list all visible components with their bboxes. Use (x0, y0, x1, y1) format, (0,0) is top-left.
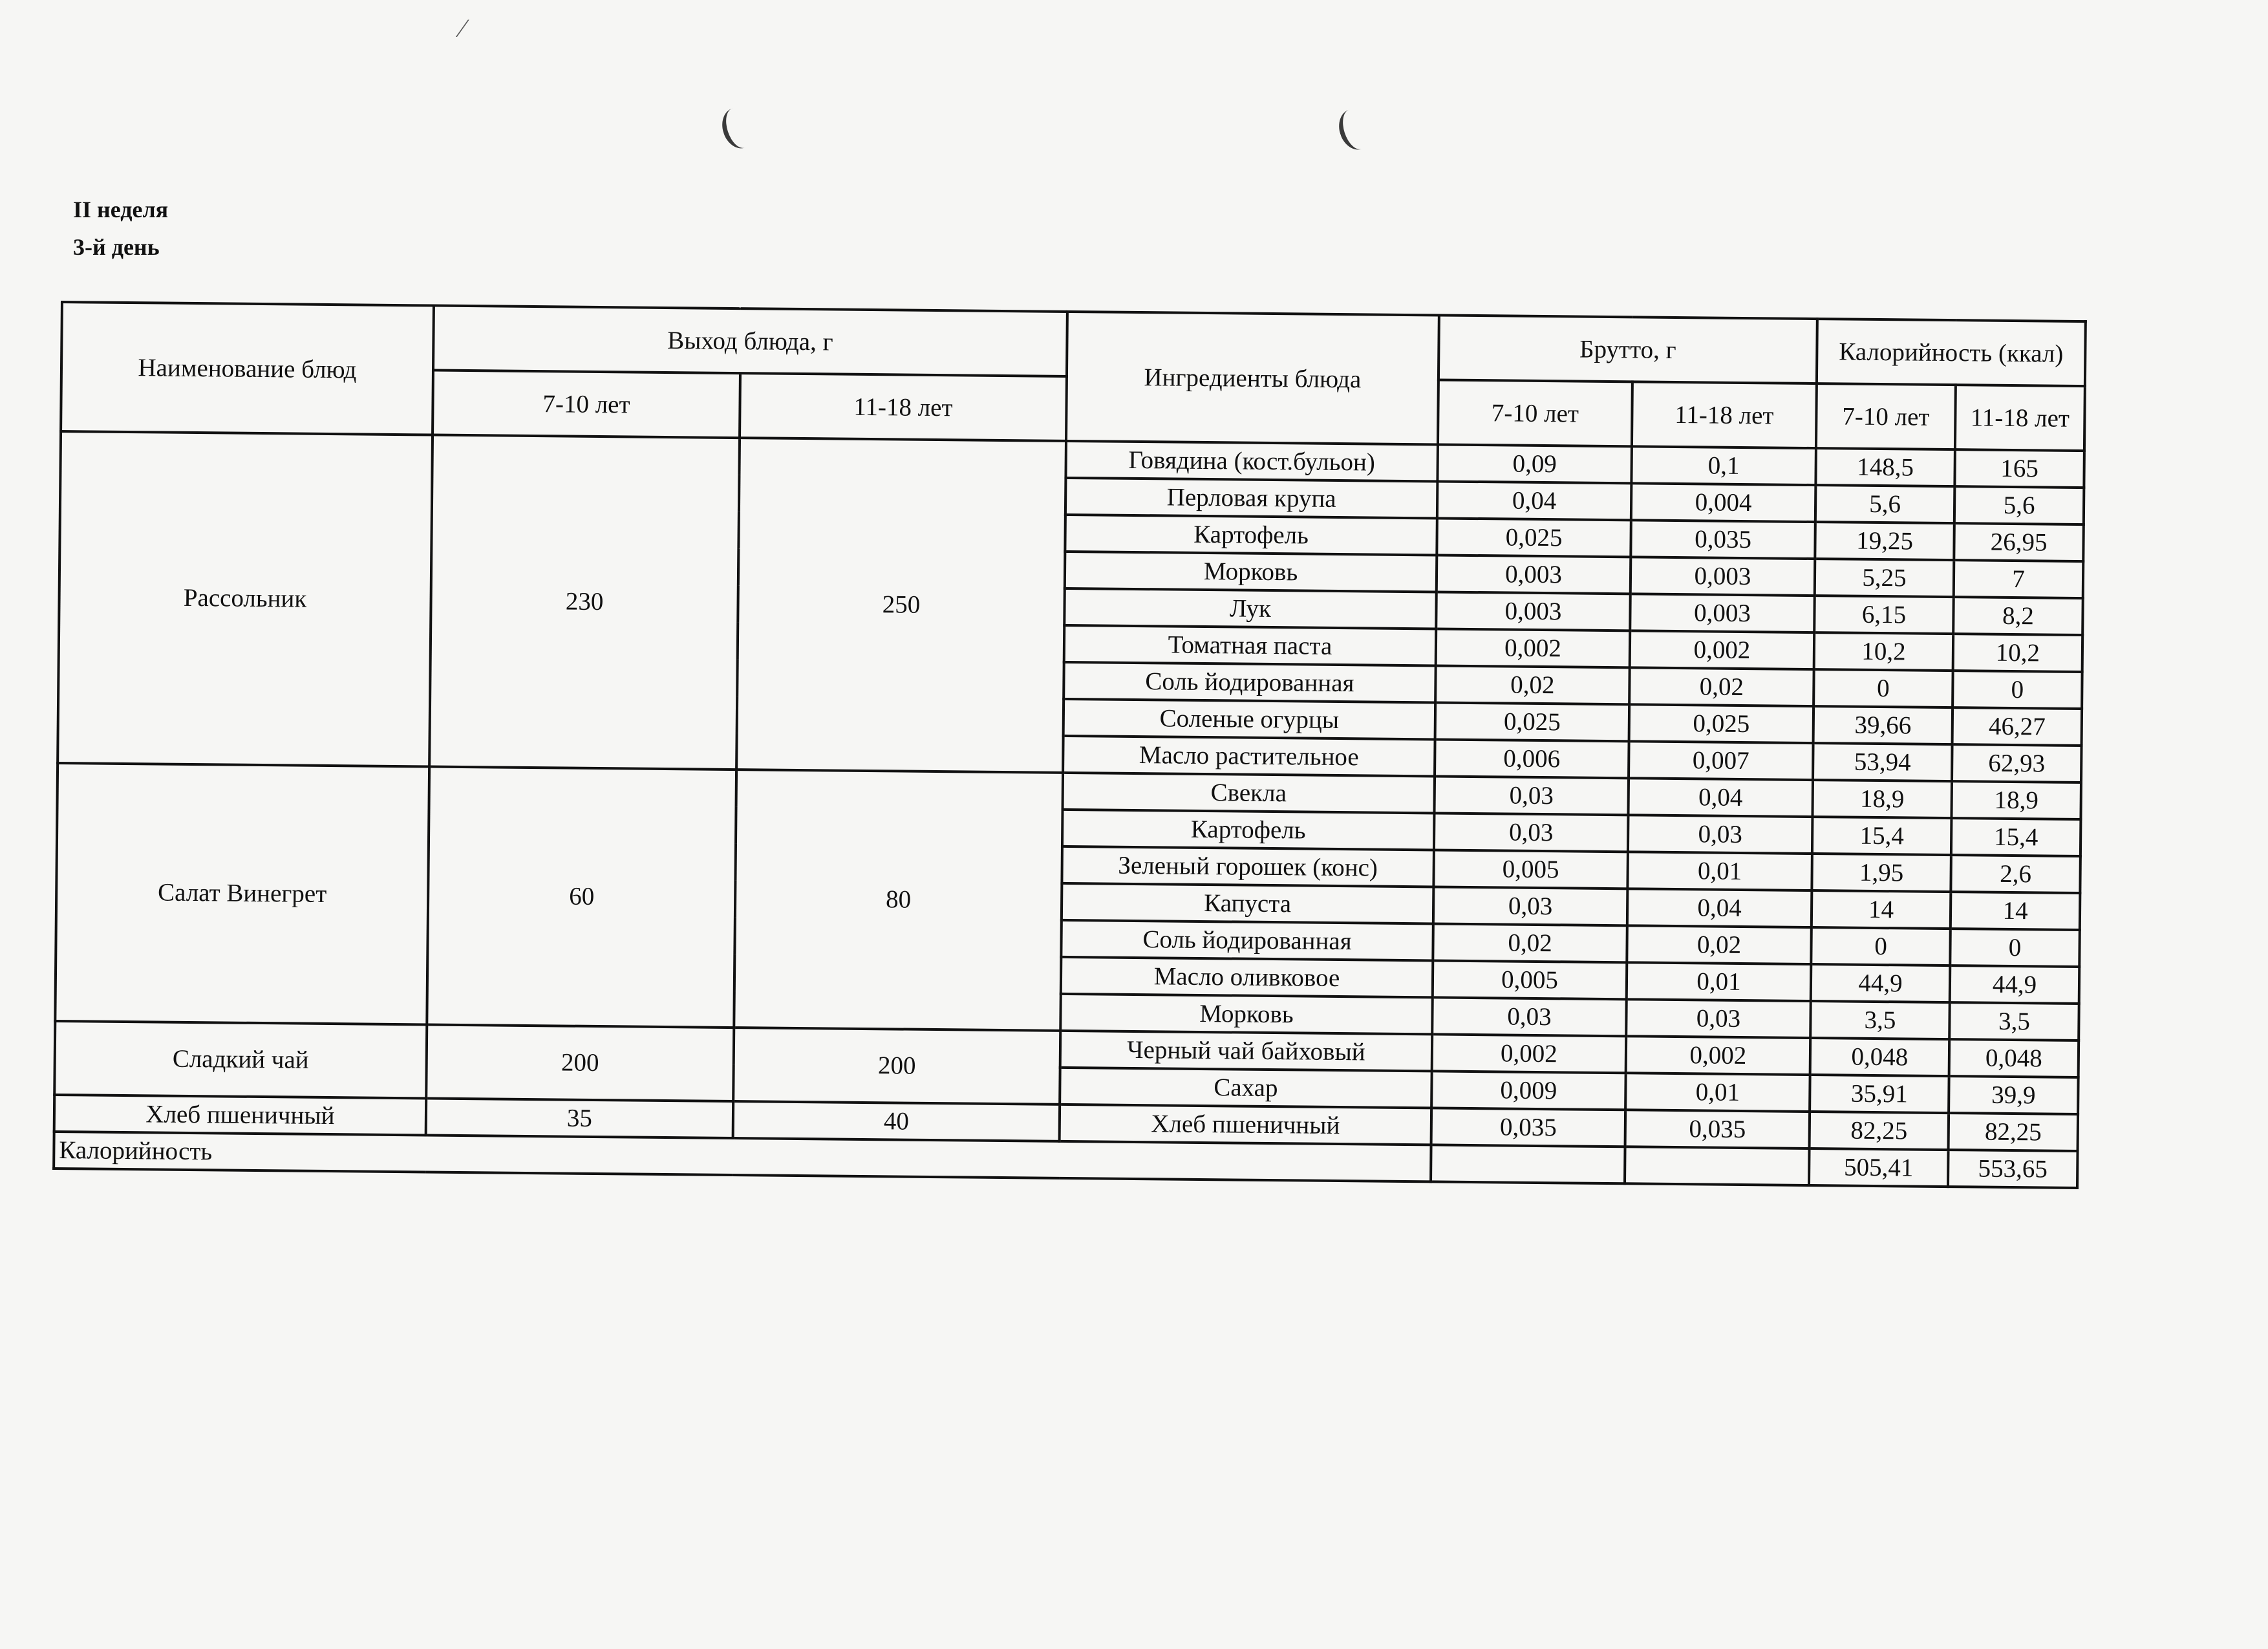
total-kcal-7-10: 505,41 (1809, 1148, 1949, 1187)
ingredient-name: Перловая крупа (1065, 478, 1438, 519)
gross-11-18: 0,002 (1626, 1036, 1811, 1075)
kcal-7-10: 19,25 (1815, 522, 1954, 560)
kcal-11-18: 3,5 (1949, 1002, 2079, 1040)
kcal-7-10: 35,91 (1810, 1075, 1949, 1113)
gross-7-10: 0,003 (1437, 555, 1631, 594)
gross-7-10: 0,04 (1437, 481, 1632, 520)
dish-name: Салат Винегрет (55, 763, 429, 1025)
kcal-11-18: 62,93 (1952, 744, 2082, 782)
kcal-11-18: 10,2 (1953, 634, 2083, 672)
ingredient-name: Свекла (1063, 773, 1435, 814)
gross-11-18: 0,007 (1629, 741, 1813, 780)
kcal-11-18: 5,6 (1954, 486, 2084, 524)
ingredient-name: Лук (1064, 588, 1437, 629)
punch-hole-mark-left (717, 103, 760, 153)
gross-7-10: 0,02 (1433, 923, 1627, 962)
kcal-7-10: 0 (1811, 927, 1951, 965)
ingredient-name: Черный чай байховый (1060, 1031, 1433, 1072)
ingredient-name: Сахар (1060, 1068, 1432, 1108)
kcal-7-10: 148,5 (1815, 448, 1955, 486)
gross-7-10: 0,03 (1432, 997, 1627, 1036)
table-body (54, 431, 2084, 1188)
gross-7-10: 0,025 (1435, 702, 1630, 741)
ingredient-name: Масло оливковое (1061, 957, 1433, 998)
kcal-7-10: 18,9 (1812, 780, 1952, 818)
ingredient-name: Картофель (1065, 515, 1437, 555)
dish-name: Сладкий чай (54, 1021, 427, 1099)
table-header (61, 302, 2086, 451)
gross-11-18: 0,04 (1628, 778, 1813, 817)
kcal-7-10: 0 (1813, 669, 1953, 707)
gross-11-18: 0,01 (1625, 1073, 1810, 1112)
gross-7-10: 0,005 (1433, 850, 1628, 889)
gross-11-18: 0,035 (1625, 1110, 1810, 1148)
kcal-7-10: 39,66 (1813, 706, 1953, 744)
dish-yield-11-18: 200 (733, 1028, 1060, 1105)
kcal-7-10: 5,6 (1815, 485, 1955, 523)
kcal-7-10: 15,4 (1812, 817, 1952, 855)
gross-11-18: 0,002 (1630, 630, 1815, 669)
kcal-7-10: 0,048 (1810, 1038, 1950, 1076)
total-kcal-11-18: 553,65 (1948, 1150, 2078, 1188)
dish-yield-7-10: 60 (427, 767, 736, 1028)
gross-7-10: 0,02 (1435, 665, 1630, 704)
menu-table (52, 301, 2087, 1189)
kcal-7-10: 53,94 (1813, 743, 1952, 781)
ingredient-name: Зеленый горошек (конс) (1062, 846, 1434, 887)
kcal-11-18: 7 (1954, 560, 2084, 598)
gross-11-18: 0,04 (1627, 889, 1812, 927)
gross-11-18: 0,01 (1627, 852, 1812, 890)
yield-age-11-18-header: 11-18 лет (740, 373, 1067, 441)
dish-name-header: Наименование блюд (61, 302, 434, 435)
gross-7-10: 0,03 (1433, 887, 1628, 925)
yield-age-7-10-header: 7-10 лет (433, 371, 740, 438)
ingredients-header: Ингредиенты блюда (1066, 312, 1439, 445)
ingredient-name: Хлеб пшеничный (1060, 1105, 1432, 1145)
kcal-11-18: 14 (1951, 892, 2081, 930)
gross-7-10: 0,03 (1434, 776, 1629, 815)
calories-header: Калорийность (ккал) (1817, 319, 2086, 386)
dish-name: Рассольник (58, 431, 433, 766)
gross-7-10: 0,09 (1437, 444, 1632, 483)
dish-yield-11-18: 40 (733, 1101, 1060, 1141)
kcal-11-18: 18,9 (1951, 781, 2081, 819)
gross-7-10: 0,03 (1434, 813, 1629, 852)
total-label: Калорийность (54, 1132, 1431, 1181)
kcal-11-18: 8,2 (1953, 597, 2083, 635)
gross-11-18: 0,004 (1631, 483, 1816, 522)
gross-11-18: 0,02 (1629, 667, 1814, 706)
dish-yield-7-10: 35 (426, 1098, 734, 1138)
gross-age-11-18-header: 11-18 лет (1632, 382, 1817, 448)
ingredient-name: Соленые огурцы (1064, 699, 1436, 740)
week-heading: II неделя (73, 197, 169, 222)
kcal-11-18: 0 (1952, 671, 2082, 709)
ingredient-name: Картофель (1062, 810, 1435, 850)
ingredient-name: Соль йодированная (1064, 662, 1436, 703)
kcal-11-18: 82,25 (1949, 1113, 2079, 1151)
gross-header: Брутто, г (1439, 315, 1817, 383)
gross-7-10: 0,002 (1436, 629, 1631, 667)
total-gross-11-18 (1625, 1147, 1810, 1185)
kcal-11-18: 39,9 (1949, 1076, 2079, 1114)
gross-11-18: 0,003 (1630, 594, 1815, 632)
gross-7-10: 0,006 (1435, 739, 1629, 778)
ingredient-name: Масло растительное (1063, 736, 1435, 777)
gross-11-18: 0,003 (1631, 557, 1815, 596)
dish-yield-11-18: 250 (736, 438, 1066, 773)
punch-hole-mark-right (1334, 105, 1376, 154)
yield-header: Выход блюда, г (433, 306, 1067, 376)
kcal-11-18: 2,6 (1951, 855, 2081, 893)
gross-7-10: 0,003 (1436, 592, 1631, 630)
kcal-7-10: 44,9 (1811, 964, 1951, 1002)
gross-11-18: 0,01 (1627, 962, 1812, 1001)
kcal-11-18: 15,4 (1951, 818, 2081, 856)
ingredient-name: Морковь (1060, 994, 1433, 1035)
dish-name: Хлеб пшеничный (54, 1095, 427, 1136)
gross-11-18: 0,03 (1628, 815, 1813, 854)
gross-7-10: 0,009 (1431, 1071, 1626, 1110)
ingredient-name: Соль йодированная (1061, 920, 1433, 961)
gross-11-18: 0,03 (1626, 999, 1811, 1038)
gross-11-18: 0,02 (1627, 925, 1812, 964)
kcal-11-18: 0 (1950, 929, 2080, 967)
kcal-11-18: 165 (1954, 449, 2084, 488)
kcal-7-10: 10,2 (1814, 632, 1954, 671)
kcal-11-18: 0,048 (1949, 1039, 2079, 1077)
calories-age-7-10-header: 7-10 лет (1816, 383, 1956, 449)
gross-7-10: 0,005 (1433, 960, 1627, 999)
day-heading: 3-й день (73, 234, 160, 260)
kcal-7-10: 14 (1812, 890, 1951, 929)
dish-yield-7-10: 200 (426, 1024, 734, 1101)
ingredient-name: Капуста (1062, 883, 1434, 924)
scan-speck: ⁄ (460, 14, 465, 43)
kcal-7-10: 1,95 (1812, 854, 1951, 892)
kcal-7-10: 82,25 (1810, 1112, 1949, 1150)
ingredient-name: Томатная паста (1064, 625, 1437, 666)
dish-yield-11-18: 80 (734, 770, 1063, 1031)
kcal-11-18: 26,95 (1954, 523, 2084, 561)
ingredient-name: Морковь (1065, 552, 1437, 592)
ingredient-name: Говядина (кост.бульон) (1065, 441, 1438, 482)
gross-11-18: 0,1 (1631, 446, 1816, 485)
gross-7-10: 0,025 (1437, 518, 1631, 557)
dish-yield-7-10: 230 (429, 435, 740, 770)
kcal-7-10: 6,15 (1814, 596, 1954, 634)
gross-7-10: 0,002 (1432, 1034, 1627, 1073)
gross-7-10: 0,035 (1431, 1108, 1626, 1147)
calories-age-11-18-header: 11-18 лет (1955, 385, 2085, 451)
gross-age-7-10-header: 7-10 лет (1438, 380, 1632, 446)
gross-11-18: 0,025 (1629, 704, 1814, 743)
kcal-7-10: 5,25 (1815, 559, 1954, 597)
kcal-11-18: 46,27 (1952, 707, 2082, 746)
kcal-7-10: 3,5 (1810, 1001, 1950, 1039)
kcal-11-18: 44,9 (1950, 965, 2080, 1004)
gross-11-18: 0,035 (1631, 520, 1815, 559)
total-gross-7-10 (1431, 1145, 1625, 1183)
